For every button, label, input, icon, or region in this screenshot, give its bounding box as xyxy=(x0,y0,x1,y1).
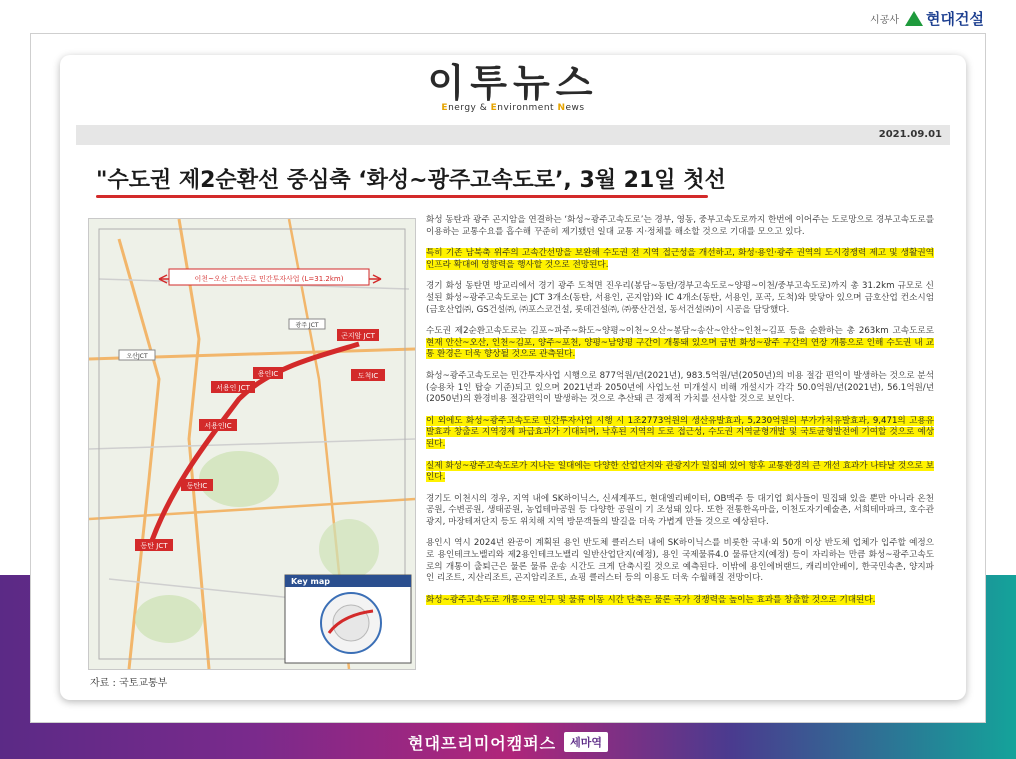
footer-campus-title: 현대프리미어캠퍼스 xyxy=(408,733,557,753)
map-label-osan-jct: 오산JCT xyxy=(126,353,148,360)
article-paragraph: 수도권 제2순환고속도로는 김포~파주~화도~양평~이천~오산~봉담~송산~안산~인천~김포 등을 순환하는 총 263km 고속도로로 현재 안산~오산, 인천~김포, 양주~포천, 양평~남양평 구간이 개통돼 있으며 금번 화성~광주 구간의 연장 개통으로 인해 수도권 내 교통 환경은 더욱 향상될 것으로 관측된다. xyxy=(426,326,934,360)
article-paragraph: 용인시 역시 2024년 완공이 계획된 용인 반도체 클러스터 내에 SK하이닉스를 비롯한 국내·외 50개 이상 반도체 업체가 입주할 예정으로 용인테크노밸리와 제2용인테크노밸리 일반산업단지(예정), 용인 국제물류4.0 물류단지(예정) 등이 자리하는 만큼 화성~광주고속도로의 개통이 출퇴근은 물론 물류 운송 시간도 크게 단축시킬 것으로 예측된다. 이밖에 용인에버랜드, 캐리비안베이, 한국민속촌, 양지파인 리조트, 지산리조트, 곤지암리조트, 쇼핑 클러스터 등의 이용도 더욱 수월해질 전망이다. xyxy=(426,538,934,584)
article-paragraph: 경기 화성 동탄면 방교리에서 경기 광주 도척면 진우리(봉담~동탄/경부고속도로~양평~이천/중부고속도로)까지 총 31.2km 규모로 신설된 화성~광주고속도로는 JCT 3개소(동탄, 서용인, 곤지암)와 IC 4개소(동탄, 서용인, 포곡, 도척)와 맞닿아 있으며 금호산업 컨소시엄(금호산업㈜, GS건설㈜, ㈜포스코건설, 롯데건설㈜, ㈜풍산건설, 동서건설㈜)이 시공을 담당했다. xyxy=(426,281,934,315)
article-paragraph: 화성~광주고속도로는 민간투자사업 시행으로 877억원/년(2021년), 983.5억원/년(2050년)의 비용 절감 편익이 발생하는 것으로 분석(승용차 1인 탑승 기준)되고 있으며 2021년과 2050년에 사업노선 미개설시 비해 개설시가 각각 50.0억원/년(2021년), 56.1억원/년(2050년)의 환경비용 절감편익이 발생하는 것으로 추산돼 큰 경제적 가치를 선사할 것으로 보인다. xyxy=(426,370,934,405)
highlighted-text: 화성~광주고속도로 개통으로 인구 및 물류 이동 시간 단축은 물론 국가 경쟁력을 높이는 효과를 창출할 것으로 기대된다. xyxy=(426,594,876,605)
masthead xyxy=(60,61,966,113)
footer-bar xyxy=(0,725,1016,759)
map-label-seoyongin-ic: 서용인IC xyxy=(204,422,232,430)
map-label-docheok: 도척IC xyxy=(357,372,379,380)
key-map-title: Key map xyxy=(291,577,330,586)
article-paragraph-highlighted xyxy=(426,595,934,607)
footer-station-badge: 세마역 xyxy=(564,732,608,752)
map-label-yongin: 용인IC xyxy=(257,370,279,378)
highlighted-text: 특히 기존 남북축 위주의 고속간선망을 보완해 수도권 전 지역 접근성을 개선하고, 화성·용인·광주 권역의 도시경쟁력 제고 및 생활권역 인프라 확대에 영향력을 행사할 것으로 전망된다. xyxy=(426,248,934,270)
date-bar xyxy=(76,125,950,145)
newspaper-brand: 이투뉴스 xyxy=(427,61,599,105)
builder-label: 시공사 xyxy=(870,15,900,26)
map-label-seoyongin-jct: 서용인 JCT xyxy=(216,384,250,392)
map-banner: 이천~오산 고속도로 민간투자사업 (L=31.2km) xyxy=(194,275,344,283)
map-label-gonjiam: 곤지암 JCT xyxy=(341,332,375,340)
builder-logo xyxy=(905,8,984,29)
highlighted-text: 실제 화성~광주고속도로가 지나는 일대에는 다양한 산업단지와 관광지가 밀집돼 있어 향후 교통환경의 큰 개선 효과가 나타날 것으로 보인다. xyxy=(426,460,934,483)
article-body xyxy=(426,215,934,616)
newspaper-clipping xyxy=(60,55,966,700)
article-headline: "수도권 제2순환선 중심축 ‘화성~광주고속도로’, 3월 21일 첫선 xyxy=(96,168,726,193)
headline-underline xyxy=(96,195,708,198)
builder-credit xyxy=(870,8,984,29)
article-paragraph-highlighted xyxy=(426,461,934,484)
route-map-graphic xyxy=(89,219,415,669)
article-paragraph: 경기도 이천시의 경우, 지역 내에 SK하이닉스, 신세계푸드, 현대엘리베이터, OB맥주 등 대기업 회사들이 밀집돼 있을 뿐만 아니라 온천공원, 수변공원, 생태공원, 농업테마공원 등 다양한 공원이 기 조성돼 있다. 또한 전통한옥마을, 이천도자기예술촌, 서희테마파크, 호수관광지, 마장테저단지 등도 위치해 지역 방문객들의 발길을 더욱 가볍게 만들 것으로 예상된다. xyxy=(426,493,934,527)
map-label-dongtan-jct: 동탄 JCT xyxy=(140,542,168,550)
map-source-caption: 자료 : 국토교통부 xyxy=(90,678,168,689)
article-paragraph-highlighted xyxy=(426,248,934,271)
builder-name: 현대건설 xyxy=(926,10,984,28)
route-map xyxy=(88,218,416,670)
article-paragraph: 화성 동탄과 광주 곤지암을 연결하는 ‘화성~광주고속도로’는 경부, 영동, 중부고속도로까지 한번에 이어주는 도로망으로 경부고속도로를 이용하는 교통수요를 흡수해 꾸준히 제기됐던 일대 교통 지·정체를 해소할 것으로 기대를 모으고 있다. xyxy=(426,215,934,237)
map-label-dongtan-ic: 동탄IC xyxy=(186,482,208,490)
article-paragraph-highlighted xyxy=(426,416,934,451)
highlighted-text: 현재 안산~오산, 인천~김포, 양주~포천, 양평~남양평 구간이 개통돼 있으며 금번 화성~광주 구간의 연장 개통으로 인해 수도권 내 교통 환경은 더욱 향상될 것으로 관측된다. xyxy=(426,337,934,360)
highlighted-text: 이 외에도 화성~광주고속도로 민간투자사업 시행 시 1조2773억원의 생산유발효과, 5,230억원의 부가가치유발효과, 9,471의 고용유발효과 창출로 지역경제 파급효과가 기대되며, 낙후된 지역의 도로 접근성, 수도권 지역균형개발 및 국토균형발전에 기여할 것으로 예상된다. xyxy=(426,415,934,449)
newspaper-subtitle: Energy & Environment News xyxy=(441,103,585,113)
publish-date: 2021.09.01 xyxy=(878,129,942,140)
triangle-logo-icon xyxy=(905,11,923,26)
map-label-gwangju-jct: 광주 JCT xyxy=(295,322,319,329)
